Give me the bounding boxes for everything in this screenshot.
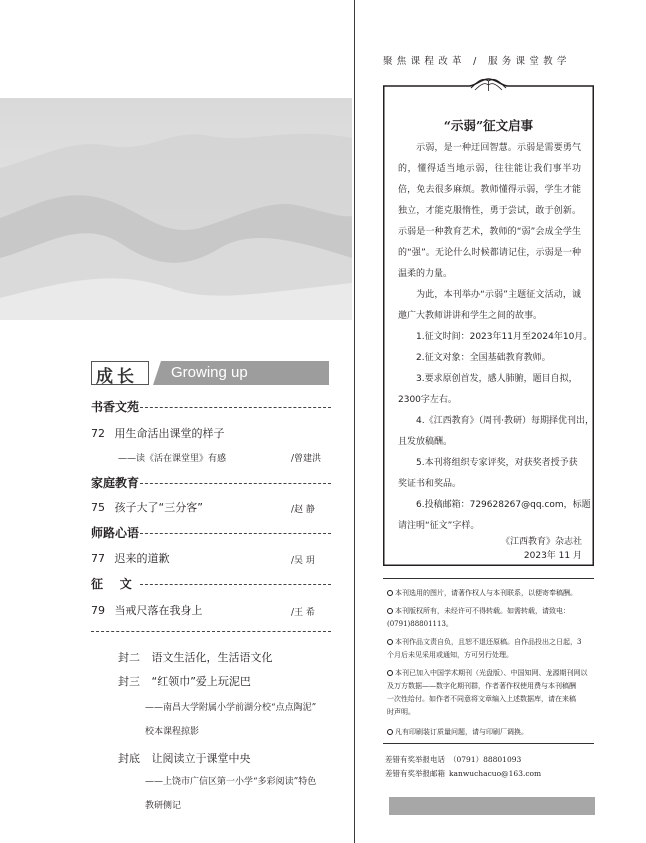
toc-entry[interactable] <box>91 602 203 618</box>
toc-section-dashes <box>140 584 331 585</box>
cover-title: 语文生活化，生活语文化 <box>151 651 273 664</box>
toc-section-dashes <box>140 407 331 408</box>
toc-entry-author: /王 希 <box>291 608 315 618</box>
toc-page-number: 79 <box>91 604 105 617</box>
toc-section-label: 家庭教育 <box>91 476 140 490</box>
call-item-cont: 且发放稿酬。 <box>398 437 453 447</box>
page-fold-line <box>354 0 355 843</box>
call-invite-paragraph: 为此，本刊举办“示弱”主题征文活动，诚邀广大教师讲讲和学生之间的故事。 <box>398 290 581 321</box>
bullet-circle-icon <box>387 729 393 735</box>
toc-section-label: 征 文 <box>91 577 132 591</box>
call-item-cont: 请注明“征文”字样。 <box>398 521 480 531</box>
toc-entry-author: /赵 静 <box>291 505 315 515</box>
notice-item: 本刊版权所有，未经许可不得转载。如需转载，请致电： (0791)88801113。 <box>387 607 570 628</box>
copyright-notice-box <box>383 578 594 744</box>
notice-item: 本刊选用的图片，请著作权人与本刊联系，以便寄奉稿酬。 <box>387 587 591 600</box>
call-signature-date: 2023年 11 月 <box>523 551 582 561</box>
cover-subtitle: 教研侧记 <box>145 801 182 811</box>
call-item: 5.本刊将组织专家评奖，对获奖者授予获 <box>416 458 578 468</box>
section-title-cn: 成长 <box>96 367 138 387</box>
toc-entry-title: 当戒尺落在我身上 <box>114 604 203 617</box>
cover-subtitle: ——南昌大学附属小学前湖分校“点点陶泥” <box>145 703 317 713</box>
call-item: 6.投稿邮箱：729628267@qq.com，标题 <box>416 500 591 510</box>
toc-page-number: 75 <box>91 501 105 514</box>
toc-entry[interactable] <box>91 499 203 515</box>
toc-entry[interactable] <box>91 425 225 441</box>
cover-entry[interactable] <box>118 649 273 665</box>
section-title-en: Growing up <box>171 364 248 381</box>
call-item: 4.《江西教育》（周刊·教研）每期择优刊出， <box>416 416 594 426</box>
call-item-cont: 奖证书和奖品。 <box>398 479 462 489</box>
toc-entry-title: 用生命活出课堂的样子 <box>114 427 225 440</box>
toc-entry-author: /吴 玥 <box>291 556 315 566</box>
toc-section-dashes <box>140 483 331 484</box>
bullet-circle-icon <box>387 670 393 676</box>
mountain-landscape-image <box>0 98 352 320</box>
cover-position: 封底 <box>118 752 140 765</box>
toc-divider <box>91 631 331 632</box>
notice-item: 凡有印刷装订质量问题，请与印刷厂调换。 <box>387 726 591 739</box>
cover-title: 让阅读立于课堂中央 <box>151 752 251 765</box>
toc-entry[interactable] <box>91 550 170 566</box>
call-title: “示弱”征文启事 <box>443 118 534 133</box>
call-item: 1.征文时间：2023年11月至2024年10月。 <box>416 332 593 342</box>
section-header-growing-up <box>91 361 329 385</box>
cover-entry[interactable] <box>118 673 251 689</box>
error-report-phone: 差错有奖举报电话 （0791）88801093 <box>385 755 522 764</box>
call-item: 2.征文对象：全国基础教育教师。 <box>416 353 551 363</box>
toc-page-number: 72 <box>91 427 105 440</box>
mountain-illustration <box>0 98 352 320</box>
toc-section-label: 师路心语 <box>91 526 140 540</box>
cover-position: 封二 <box>118 651 140 664</box>
cover-subtitle: 校本课程掠影 <box>145 727 200 737</box>
toc-entry-subtitle: ——读《活在课堂里》有感 <box>118 454 227 464</box>
cover-subtitle: ——上饶市广信区第一小学“多彩阅读”特色 <box>145 777 317 787</box>
bullet-circle-icon <box>387 590 393 596</box>
call-signature-org: 《江西教育》杂志社 <box>500 537 582 547</box>
call-item-cont: 2300字左右。 <box>398 395 457 405</box>
notice-item: 本刊已加入中国学术期刊（光盘版）、中国知网、龙源期刊网以 及万方数据——数字化期刊群，作者著作权使用费与本刊稿酬 一次性给付。如作者不同意将文章编入上述数据库，请在来稿 时声明。 <box>387 669 588 716</box>
toc-entry-title: 迟来的道歉 <box>114 552 170 565</box>
cover-title: “红领巾”爱上玩泥巴 <box>151 675 251 688</box>
error-report-email[interactable]: 差错有奖举报邮箱 kanwuchacuo@163.com <box>385 769 542 778</box>
toc-section-label: 书香文苑 <box>91 400 140 414</box>
call-for-papers-box <box>383 76 594 566</box>
cover-position: 封三 <box>118 675 140 688</box>
toc-entry-author: /曾建洪 <box>291 454 322 464</box>
bullet-circle-icon <box>387 639 393 645</box>
notice-item: 本刊作品文责自负，且恕不退还原稿。自作品投出之日起，3 个月后未见采用或通知，方可另行处理。 <box>387 638 582 659</box>
cover-entry[interactable] <box>118 750 251 766</box>
magazine-tagline: 聚焦课程改革 / 服务课堂教学 <box>383 56 571 67</box>
footer-decorative-bar <box>389 797 595 815</box>
toc-section-dashes <box>140 533 331 534</box>
bullet-circle-icon <box>387 608 393 614</box>
toc-page-number: 77 <box>91 552 105 565</box>
toc-entry-title: 孩子大了“三分客” <box>114 501 203 514</box>
call-intro-paragraph: 示弱，是一种迂回智慧。示弱是需要勇气的，懂得适当地示弱，往往能让我们事半功倍，免去很多麻烦。教师懂得示弱，学生才能独立，才能克服惰性，勇于尝试，敢于创新。示弱是一种教育艺术，教师的“弱”会成全学生的“强”。无论什么时候都请记住，示弱是一种温柔的力量。 <box>398 143 581 279</box>
call-item: 3.要求原创首发，感人肺腑，题目自拟， <box>416 374 578 384</box>
